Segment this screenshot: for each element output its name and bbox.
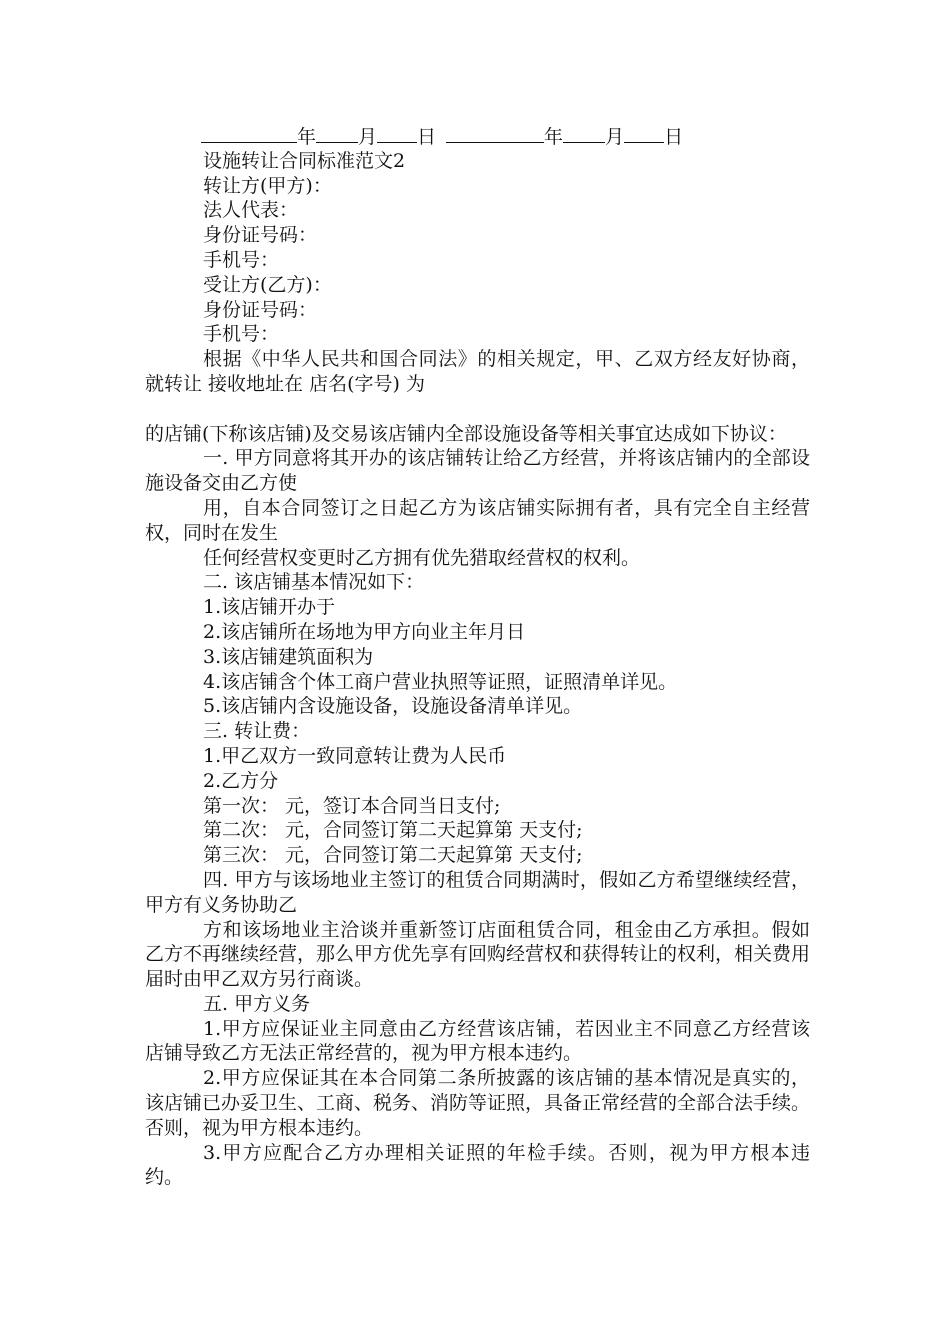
month-label-a: 月 (358, 126, 378, 148)
party-b-label: 受让方(乙方)： (203, 273, 332, 296)
year-label-a: 年 (297, 126, 317, 148)
section-2-item-3: 3.该店铺建筑面积为 (203, 645, 374, 668)
section-2-item-5: 5.该店铺内含设施设备，设施设备清单详见。 (203, 695, 583, 718)
day-label-a: 日 (417, 126, 437, 148)
intro-paragraph: 根据《中华人民共和国合同法》的相关规定，甲、乙双方经友好协商，就转让 接收地址在 店名(字号) 为 (145, 348, 810, 395)
section-1-paragraph-3: 任何经营权变更时乙方拥有优先猎取经营权的权利。 (203, 546, 641, 569)
section-2-item-1: 1.该店铺开办于 (203, 596, 336, 619)
section-3-item-2: 2.乙方分 (203, 769, 279, 792)
section-1-paragraph-1: 一. 甲方同意将其开办的该店铺转让给乙方经营，并将该店铺内的全部设施设备交由乙方使 (145, 447, 810, 495)
payment-1: 第一次： 元，签订本合同当日支付; (203, 794, 501, 817)
section-5-title: 五. 甲方义务 (203, 992, 311, 1015)
section-1-paragraph-2: 用，自本合同签订之日起乙方为该店铺实际拥有者，具有完全自主经营权，同时在发生 (145, 496, 810, 544)
section-2-item-2: 2.该店铺所在场地为甲方向业主年月日 (203, 620, 526, 643)
section-5-item-1: 1.甲方应保证业主同意由乙方经营该店铺，若因业主不同意乙方经营该店铺导致乙方无法正常经营的，视为甲方根本违约。 (145, 1017, 810, 1065)
payment-2: 第二次： 元，合同签订第二天起算第 天支付; (203, 819, 583, 842)
id-number-b-label: 身份证号码： (203, 298, 318, 321)
contract-body (145, 124, 810, 1190)
document-title: 设施转让合同标准范文2 (203, 149, 406, 172)
section-2-title: 二. 该店铺基本情况如下： (203, 571, 425, 594)
legal-rep-label: 法人代表： (203, 199, 299, 222)
section-3-item-1: 1.甲乙双方一致同意转让费为人民币 (203, 744, 507, 767)
blank-line (145, 397, 810, 422)
blank-year-a (201, 124, 297, 143)
phone-a-label: 手机号： (203, 248, 280, 271)
month-label-b: 月 (605, 126, 625, 148)
blank-year-b (446, 124, 544, 143)
intro-continuation: 的店铺(下称该店铺)及交易该店铺内全部设施设备等相关事宜达成如下协议： (145, 422, 787, 445)
phone-b-label: 手机号： (203, 323, 280, 346)
party-a-label: 转让方(甲方)： (203, 174, 332, 197)
section-5-item-2: 2.甲方应保证其在本合同第二条所披露的该店铺的基本情况是真实的，该店铺已办妥卫生、工商、税务、消防等证照，具备正常经营的全部合法手续。否则，视为甲方根本违约。 (145, 1067, 811, 1139)
id-number-a-label: 身份证号码： (203, 224, 318, 247)
blank-month-a (316, 124, 358, 143)
section-4-paragraph-2: 方和该场地业主洽谈并重新签订店面租赁合同，租金由乙方承担。假如乙方不再继续经营，那么甲方优先享有回购经营权和获得转让的权利，相关费用届时由甲乙双方另行商谈。 (145, 918, 811, 991)
payment-3: 第三次： 元，合同签订第二天起算第 天支付; (203, 844, 583, 867)
section-5-item-3: 3.甲方应配合乙方办理相关证照的年检手续。否则，视为甲方根本违约。 (145, 1141, 810, 1189)
year-label-b: 年 (544, 126, 564, 148)
section-4-paragraph-1: 四. 甲方与该场地业主签订的租赁合同期满时，假如乙方希望继续经营，甲方有义务协助乙 (145, 868, 810, 916)
section-3-title: 三. 转让费： (203, 720, 311, 743)
section-2-item-4: 4.该店铺含个体工商户营业执照等证照，证照清单详见。 (203, 670, 678, 693)
blank-month-b (563, 124, 605, 143)
day-label-b: 日 (664, 126, 684, 148)
date-signature-row (145, 124, 810, 149)
blank-day-a (377, 124, 417, 143)
blank-day-b (624, 124, 664, 143)
